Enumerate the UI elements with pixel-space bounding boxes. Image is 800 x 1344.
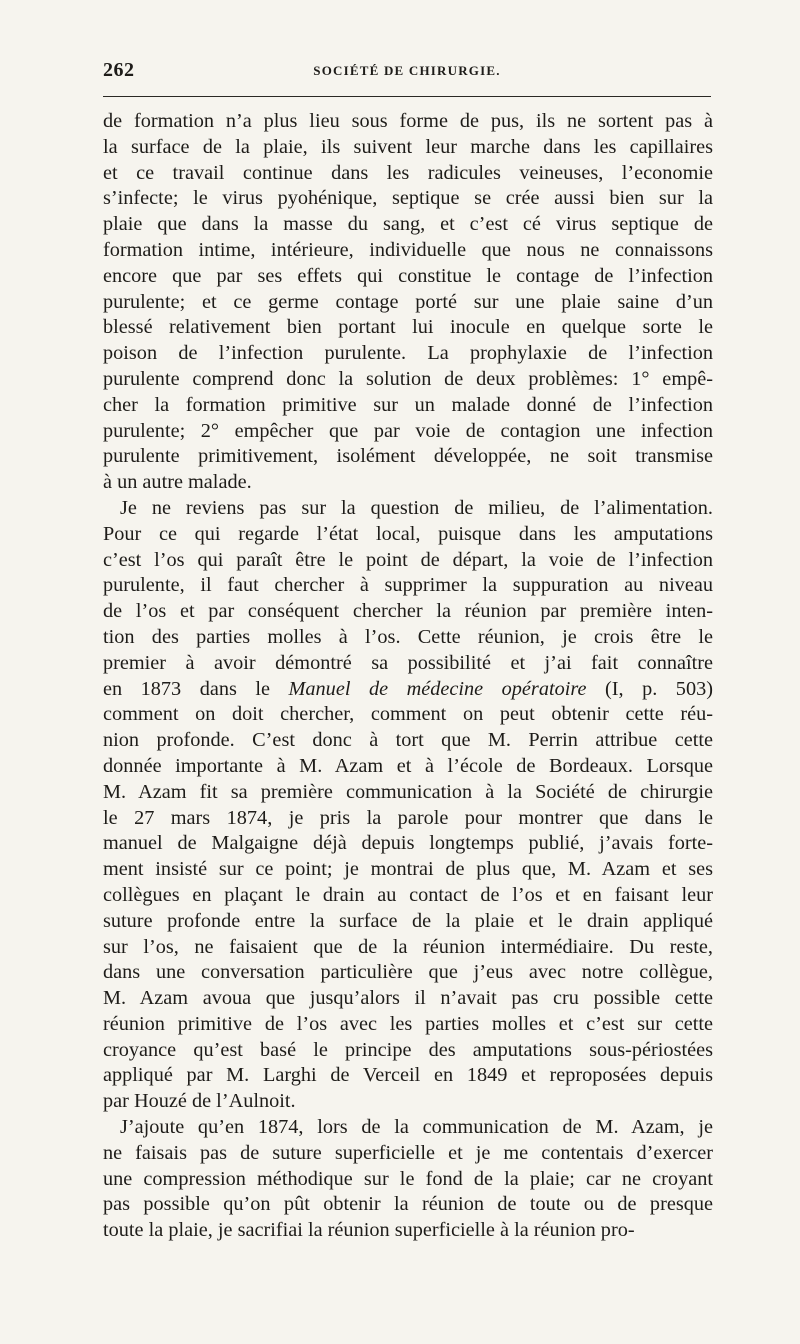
text-line: M. Azam avoua que jusqu’alors il n’avait pas cru possible cette	[103, 987, 713, 1010]
text-line: dans une conversation particulière que j’eus avec notre collègue,	[103, 961, 713, 984]
text-line: formation intime, intérieure, individuelle que nous ne connaissons	[103, 238, 713, 261]
text-line: purulente, il faut chercher à supprimer la suppuration au niveau	[103, 574, 713, 597]
text-line: le 27 mars 1874, je pris la parole pour montrer que dans le	[103, 806, 713, 829]
text-line: de formation n’a plus lieu sous forme de pus, ils ne sortent pas à	[103, 110, 713, 132]
text-line: toute la plaie, je sacrifiai la réunion superficielle à la réunion pro-	[103, 1219, 635, 1242]
text-line: purulente primitivement, isolément développée, ne soit transmise	[103, 445, 713, 468]
text-line: et ce travail continue dans les radicules veineuses, l’economie	[103, 161, 713, 184]
page-header	[103, 59, 711, 87]
text-line: ment insisté sur ce point; je montrai de plus que, M. Azam et ses	[103, 858, 713, 881]
page-number: 262	[103, 59, 135, 81]
text-line: comment on doit chercher, comment on peut obtenir cette réu-	[103, 703, 713, 726]
text-line: J’ajoute qu’en 1874, lors de la communication de M. Azam, je	[120, 1116, 713, 1139]
text-line: purulente comprend donc la solution de deux problèmes: 1° empê-	[103, 367, 713, 390]
text-line: une compression méthodique sur le fond de la plaie; car ne croyant	[103, 1167, 713, 1190]
book-title: Manuel de médecine opératoire	[288, 677, 587, 700]
text-line: Je ne reviens pas sur la question de milieu, de l’alimentation.	[120, 496, 713, 519]
text-line: manuel de Malgaigne déjà depuis longtemps publié, j’avais forte-	[103, 832, 713, 855]
text-line: s’infecte; le virus pyohénique, septique se crée aussi bien sur la	[103, 187, 713, 210]
text-line: encore que par ses effets qui constitue le contage de l’infection	[103, 264, 713, 287]
text-segment: en 1873 dans le	[103, 677, 289, 700]
text-line: M. Azam fit sa première communication à la Société de chirurgie	[103, 780, 713, 803]
body-text	[103, 109, 713, 1244]
text-line: blessé relativement bien portant lui inocule en quelque sorte le	[103, 316, 713, 339]
text-line: premier à avoir démontré sa possibilité et j’ai fait connaître	[103, 651, 713, 674]
text-line: purulente; et ce germe contage porté sur une plaie saine d’un	[103, 290, 713, 313]
text-line: c’est l’os qui paraît être le point de départ, la voie de l’infection	[103, 548, 713, 571]
text-line	[103, 677, 713, 703]
text-line: purulente; 2° empêcher que par voie de contagion une infection	[103, 419, 713, 442]
text-line: poison de l’infection purulente. La prophylaxie de l’infection	[103, 342, 713, 365]
text-line: nion profonde. C’est donc à tort que M. Perrin attribue cette	[103, 729, 713, 752]
running-head: SOCIÉTÉ DE CHIRURGIE.	[313, 63, 501, 78]
text-line: cher la formation primitive sur un malade donné de l’infection	[103, 393, 713, 416]
text-segment: (I, p. 503)	[586, 677, 713, 700]
text-line: réunion primitive de l’os avec les parties molles et c’est sur cette	[103, 1012, 713, 1035]
text-line: de l’os et par conséquent chercher la réunion par première inten-	[103, 600, 713, 623]
text-line: collègues en plaçant le drain au contact de l’os et en faisant leur	[103, 883, 713, 906]
text-line: sur l’os, ne faisaient que de la réunion intermédiaire. Du reste,	[103, 935, 713, 958]
text-line: appliqué par M. Larghi de Verceil en 1849 et reproposées depuis	[103, 1064, 713, 1087]
text-line: ne faisais pas de suture superficielle et je me contentais d’exercer	[103, 1141, 713, 1164]
text-line: la surface de la plaie, ils suivent leur marche dans les capillaires	[103, 135, 713, 158]
text-line: à un autre malade.	[103, 471, 252, 494]
text-line: donnée importante à M. Azam et à l’école de Bordeaux. Lorsque	[103, 754, 713, 777]
text-line: suture profonde entre la surface de la plaie et le drain appliqué	[103, 909, 713, 932]
text-line: croyance qu’est basé le principe des amputations sous-périostées	[103, 1038, 713, 1061]
text-line: tion des parties molles à l’os. Cette réunion, je crois être le	[103, 625, 713, 648]
text-line: plaie que dans la masse du sang, et c’est cé virus septique de	[103, 213, 713, 236]
text-line: pas possible qu’on pût obtenir la réunion de toute ou de presque	[103, 1193, 713, 1216]
text-line: par Houzé de l’Aulnoit.	[103, 1090, 296, 1113]
text-line: Pour ce qui regarde l’état local, puisque dans les amputations	[103, 522, 713, 545]
header-rule	[103, 96, 711, 97]
